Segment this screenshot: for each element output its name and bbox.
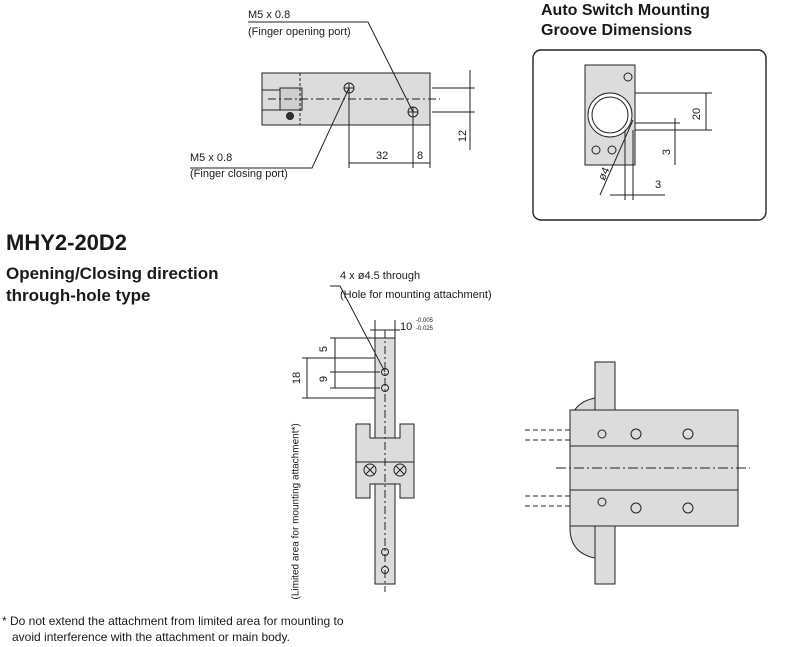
auto-switch-title-line1: Auto Switch Mounting [541, 2, 710, 19]
dim-20: 20 [691, 107, 704, 121]
opening-port-note: (Finger opening port) [248, 26, 351, 38]
hole-spec: 4 x ø4.5 through [340, 270, 421, 282]
dim-8: 8 [417, 150, 424, 162]
tolerance-lower: -0.025 [416, 326, 434, 332]
auto-switch-detail [533, 50, 766, 220]
limited-area-label: (Limited area for mounting attachment*) [290, 423, 302, 600]
footnote-line2: avoid interference with the attachment or main body. [12, 630, 290, 644]
dim-12: 12 [457, 129, 470, 143]
auto-switch-title-line2: Groove Dimensions [541, 22, 693, 39]
top-view-drawing [190, 22, 475, 168]
attachment-view-drawing [302, 286, 414, 592]
dim-18: 18 [291, 371, 304, 385]
dim-32: 32 [376, 150, 389, 162]
dim-phi4: ø4 [596, 165, 613, 183]
dim-5: 5 [318, 345, 331, 353]
footnote-line1: * Do not extend the attachment from limited area for mounting to [2, 614, 344, 628]
tolerance-upper: -0.005 [416, 318, 434, 324]
side-view-drawing [525, 362, 750, 584]
opening-port-spec: M5 x 0.8 [248, 9, 291, 21]
closing-port-note: (Finger closing port) [190, 168, 288, 180]
model-subtitle-line2: through-hole type [6, 286, 151, 305]
hole-note: (Hole for mounting attachment) [340, 289, 492, 301]
closing-port-spec: M5 x 0.8 [190, 152, 233, 164]
dim-10: 10 [400, 321, 413, 333]
dim-9: 9 [318, 375, 331, 383]
dim-3-vertical: 3 [661, 148, 674, 156]
model-subtitle-line1: Opening/Closing direction [6, 264, 219, 283]
dim-3-horizontal: 3 [655, 179, 662, 191]
model-title: MHY2-20D2 [6, 230, 128, 255]
